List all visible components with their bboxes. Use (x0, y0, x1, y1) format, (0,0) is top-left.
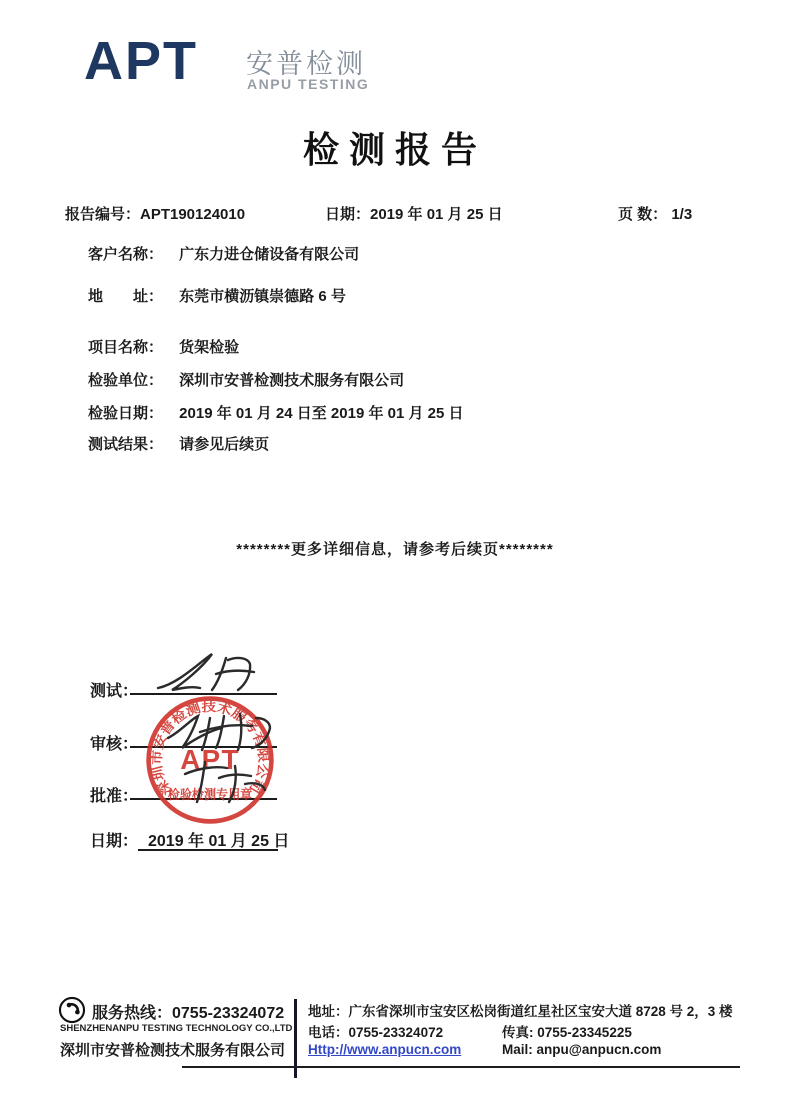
inspection-date-value: 2019 年 01 月 24 日至 2019 年 01 月 25 日 (179, 405, 464, 422)
footer-company-en: SHENZHENANPU TESTING TECHNOLOGY CO.,LTD (60, 1023, 293, 1034)
inspection-unit-value: 深圳市安普检测技术服务有限公司 (179, 372, 405, 389)
sign-date-label: 日期： (90, 833, 139, 850)
footer-company-cn: 深圳市安普检测技术服务有限公司 (60, 1042, 286, 1059)
customer-address-row (88, 285, 346, 306)
more-info-note: ********更多详细信息，请参考后续页******** (236, 541, 554, 558)
review-signature-ink (160, 708, 280, 756)
sign-date-value: 2019 年 01 月 25 日 (148, 833, 290, 850)
customer-name-value: 广东力进仓储设备有限公司 (179, 246, 360, 263)
test-sign-label: 测试： (90, 683, 139, 700)
report-number: 报告编号：APT190124010 (65, 206, 246, 223)
inspection-unit-row (88, 369, 404, 390)
approve-sign-label: 批准： (90, 788, 139, 805)
test-signature-ink (148, 648, 278, 696)
inspection-date-row (88, 402, 464, 423)
sign-date-line (138, 849, 278, 851)
inspection-date-label: 检验日期： (88, 405, 164, 422)
footer-fax: 传真: 0755-23345225 (502, 1025, 632, 1040)
customer-name-row (88, 243, 359, 264)
project-name-label: 项目名称： (88, 339, 164, 356)
stamp-subtitle-text: 检验检测专用章 (167, 786, 261, 802)
logo-english-name: ANPU TESTING (247, 76, 370, 92)
review-sign-label: 审核： (90, 736, 139, 753)
report-date: 日期：2019 年 01 月 25 日 (325, 206, 503, 223)
customer-address-value: 东莞市横沥镇崇德路 6 号 (179, 288, 346, 305)
test-result-label: 测试结果： (88, 436, 164, 453)
project-name-value: 货架检验 (179, 339, 240, 356)
logo-chinese-name: 安普检测 (246, 49, 366, 79)
stamp-company-ring-text: 深圳市安普检测技术服务有限公司 (149, 700, 271, 798)
service-hotline: 服务热线：0755-23324072 (92, 1005, 285, 1022)
project-name-row (88, 336, 239, 357)
inspection-unit-label: 检验单位： (88, 372, 164, 389)
test-result-value: 请参见后续页 (179, 436, 270, 453)
footer-mail: Mail: anpu@anpucn.com (502, 1042, 662, 1057)
test-result-row (88, 433, 269, 454)
approve-signature-ink (175, 756, 275, 806)
apt-logo: APT (84, 31, 198, 91)
customer-address-label: 地 址： (88, 288, 164, 305)
footer-phone: 电话：0755-23324072 (308, 1025, 444, 1040)
phone-icon (58, 996, 86, 1024)
stamp-center-text: APT (180, 744, 240, 776)
customer-name-label: 客户名称： (88, 246, 164, 263)
footer-website-link[interactable]: Http://www.anpucn.com (308, 1042, 462, 1057)
page-count: 页 数： 1/3 (618, 206, 693, 223)
footer-address: 地址：广东省深圳市宝安区松岗街道红星社区宝安大道 8728 号 2，3 楼 (308, 1004, 733, 1019)
page-title: 检测报告 (302, 129, 487, 170)
footer-bottom-rule (182, 1066, 740, 1068)
